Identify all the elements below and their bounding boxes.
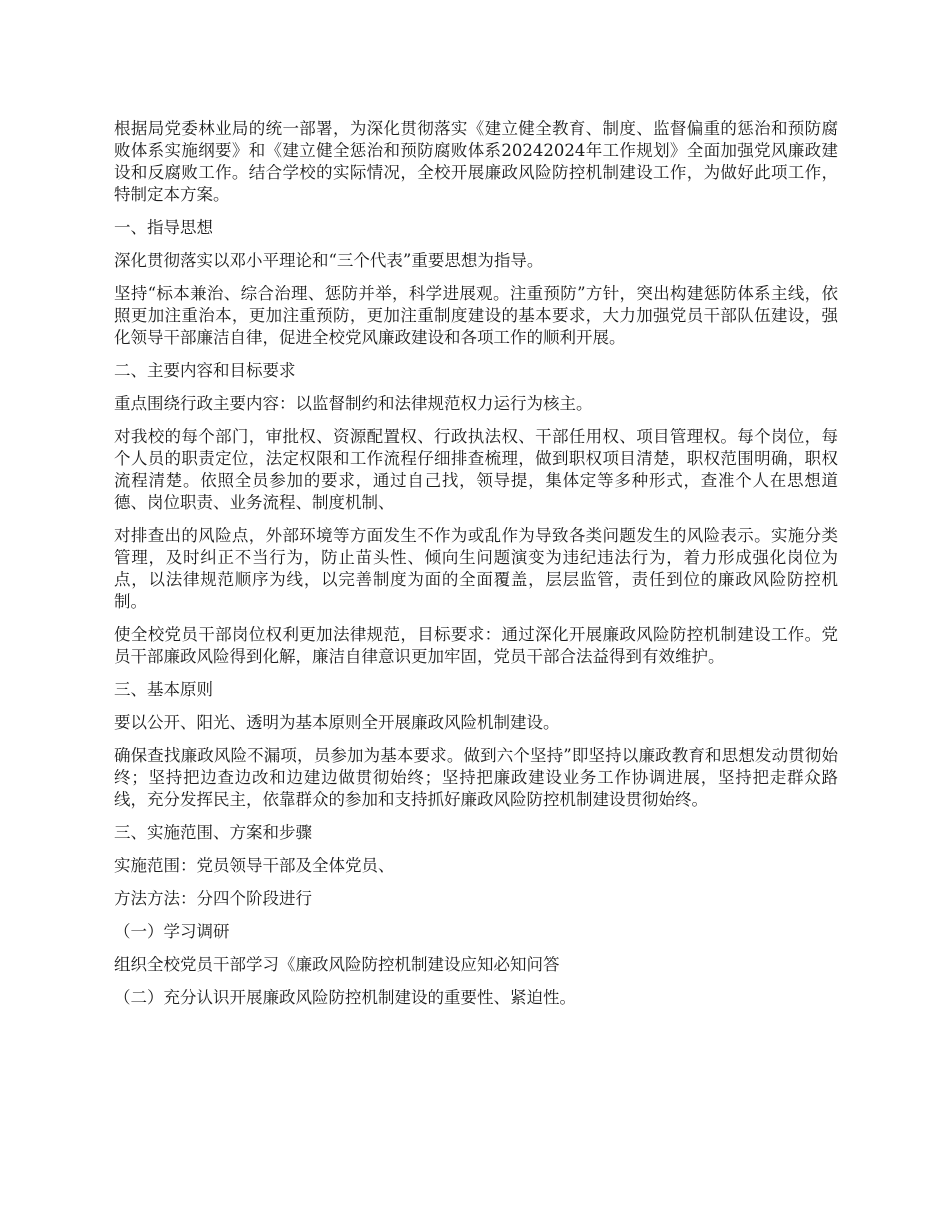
section-heading-main-content: 二、主要内容和目标要求 [114, 361, 296, 380]
section-heading-implementation: 三、实施范围、方案和步骤 [114, 823, 312, 842]
section-heading-basic-principles: 三、基本原则 [114, 680, 213, 699]
paragraph: 对排查出的风险点，外部环境等方面发生不作为或乱作为导致各类问题发生的风险表示。实施分类管理，及时纠正不当行为，防止苗头性、倾向生问题演变为违纪违法行为，着力形成强化岗位为点，以法律规范顺序为线，以完善制度为面的全面覆盖，层层监管，责任到位的廉政风险防控机制。 [114, 526, 838, 611]
subsection-heading-awareness: （二）充分认识开展廉政风险防控机制建设的重要性、紧迫性。 [114, 988, 576, 1007]
section-heading-guiding-ideology: 一、指导思想 [114, 218, 213, 237]
paragraph: 深化贯彻落实以邓小平理论和“三个代表”重要思想为指导。 [114, 251, 544, 270]
intro-paragraph: 根据局党委林业局的统一部署，为深化贯彻落实《建立健全教育、制度、监督偏重的惩治和预防腐败体系实施纲要》和《建立健全惩治和预防腐败体系20242024年工作规划》全面加强党风廉政建设和反腐败工作。结合学校的实际情况，全校开展廉政风险防控机制建设工作，为做好此项工作，特制定本方案。 [114, 119, 838, 204]
paragraph: 对我校的每个部门，审批权、资源配置权、行政执法权、干部任用权、项目管理权。每个岗位，每个人员的职责定位，法定权限和工作流程仔细排查梳理，做到职权项目清楚，职权范围明确，职权流程清楚。依照全员参加的要求，通过自己找，领导提，集体定等多种形式，查准个人在思想道德、岗位职责、业务流程、制度机制、 [114, 427, 838, 512]
paragraph: 方法方法：分四个阶段进行 [114, 889, 312, 908]
paragraph: 重点围绕行政主要内容：以监督制约和法律规范权力运行为核主。 [114, 394, 593, 413]
paragraph: 坚持“标本兼治、综合治理、惩防并举，科学进展观。注重预防”方针，突出构建惩防体系主线，依照更加注重治本，更加注重预防，更加注重制度建设的基本要求，大力加强党员干部队伍建设，强化领导干部廉洁自律，促进全校党风廉政建设和各项工作的顺利开展。 [114, 284, 838, 347]
subsection-heading-study: （一）学习调研 [114, 922, 230, 941]
document-body [114, 118, 838, 1020]
paragraph: 实施范围：党员领导干部及全体党员、 [114, 856, 395, 875]
paragraph: 使全校党员干部岗位权利更加法律规范，目标要求：通过深化开展廉政风险防控机制建设工作。党员干部廉政风险得到化解，廉洁自律意识更加牢固，党员干部合法益得到有效维护。 [114, 625, 838, 666]
paragraph: 组织全校党员干部学习《廉政风险防控机制建设应知必知问答 [114, 955, 560, 974]
paragraph: 要以公开、阳光、透明为基本原则全开展廉政风险机制建设。 [114, 713, 560, 732]
paragraph: 确保查找廉政风险不漏项，员参加为基本要求。做到六个坚持”即坚持以廉政教育和思想发动贯彻始终；坚持把边查边改和边建边做贯彻始终；坚持把廉政建设业务工作协调进展，坚持把走群众路线，充分发挥民主，依靠群众的参加和支持抓好廉政风险防控机制建设贯彻始终。 [114, 746, 838, 809]
